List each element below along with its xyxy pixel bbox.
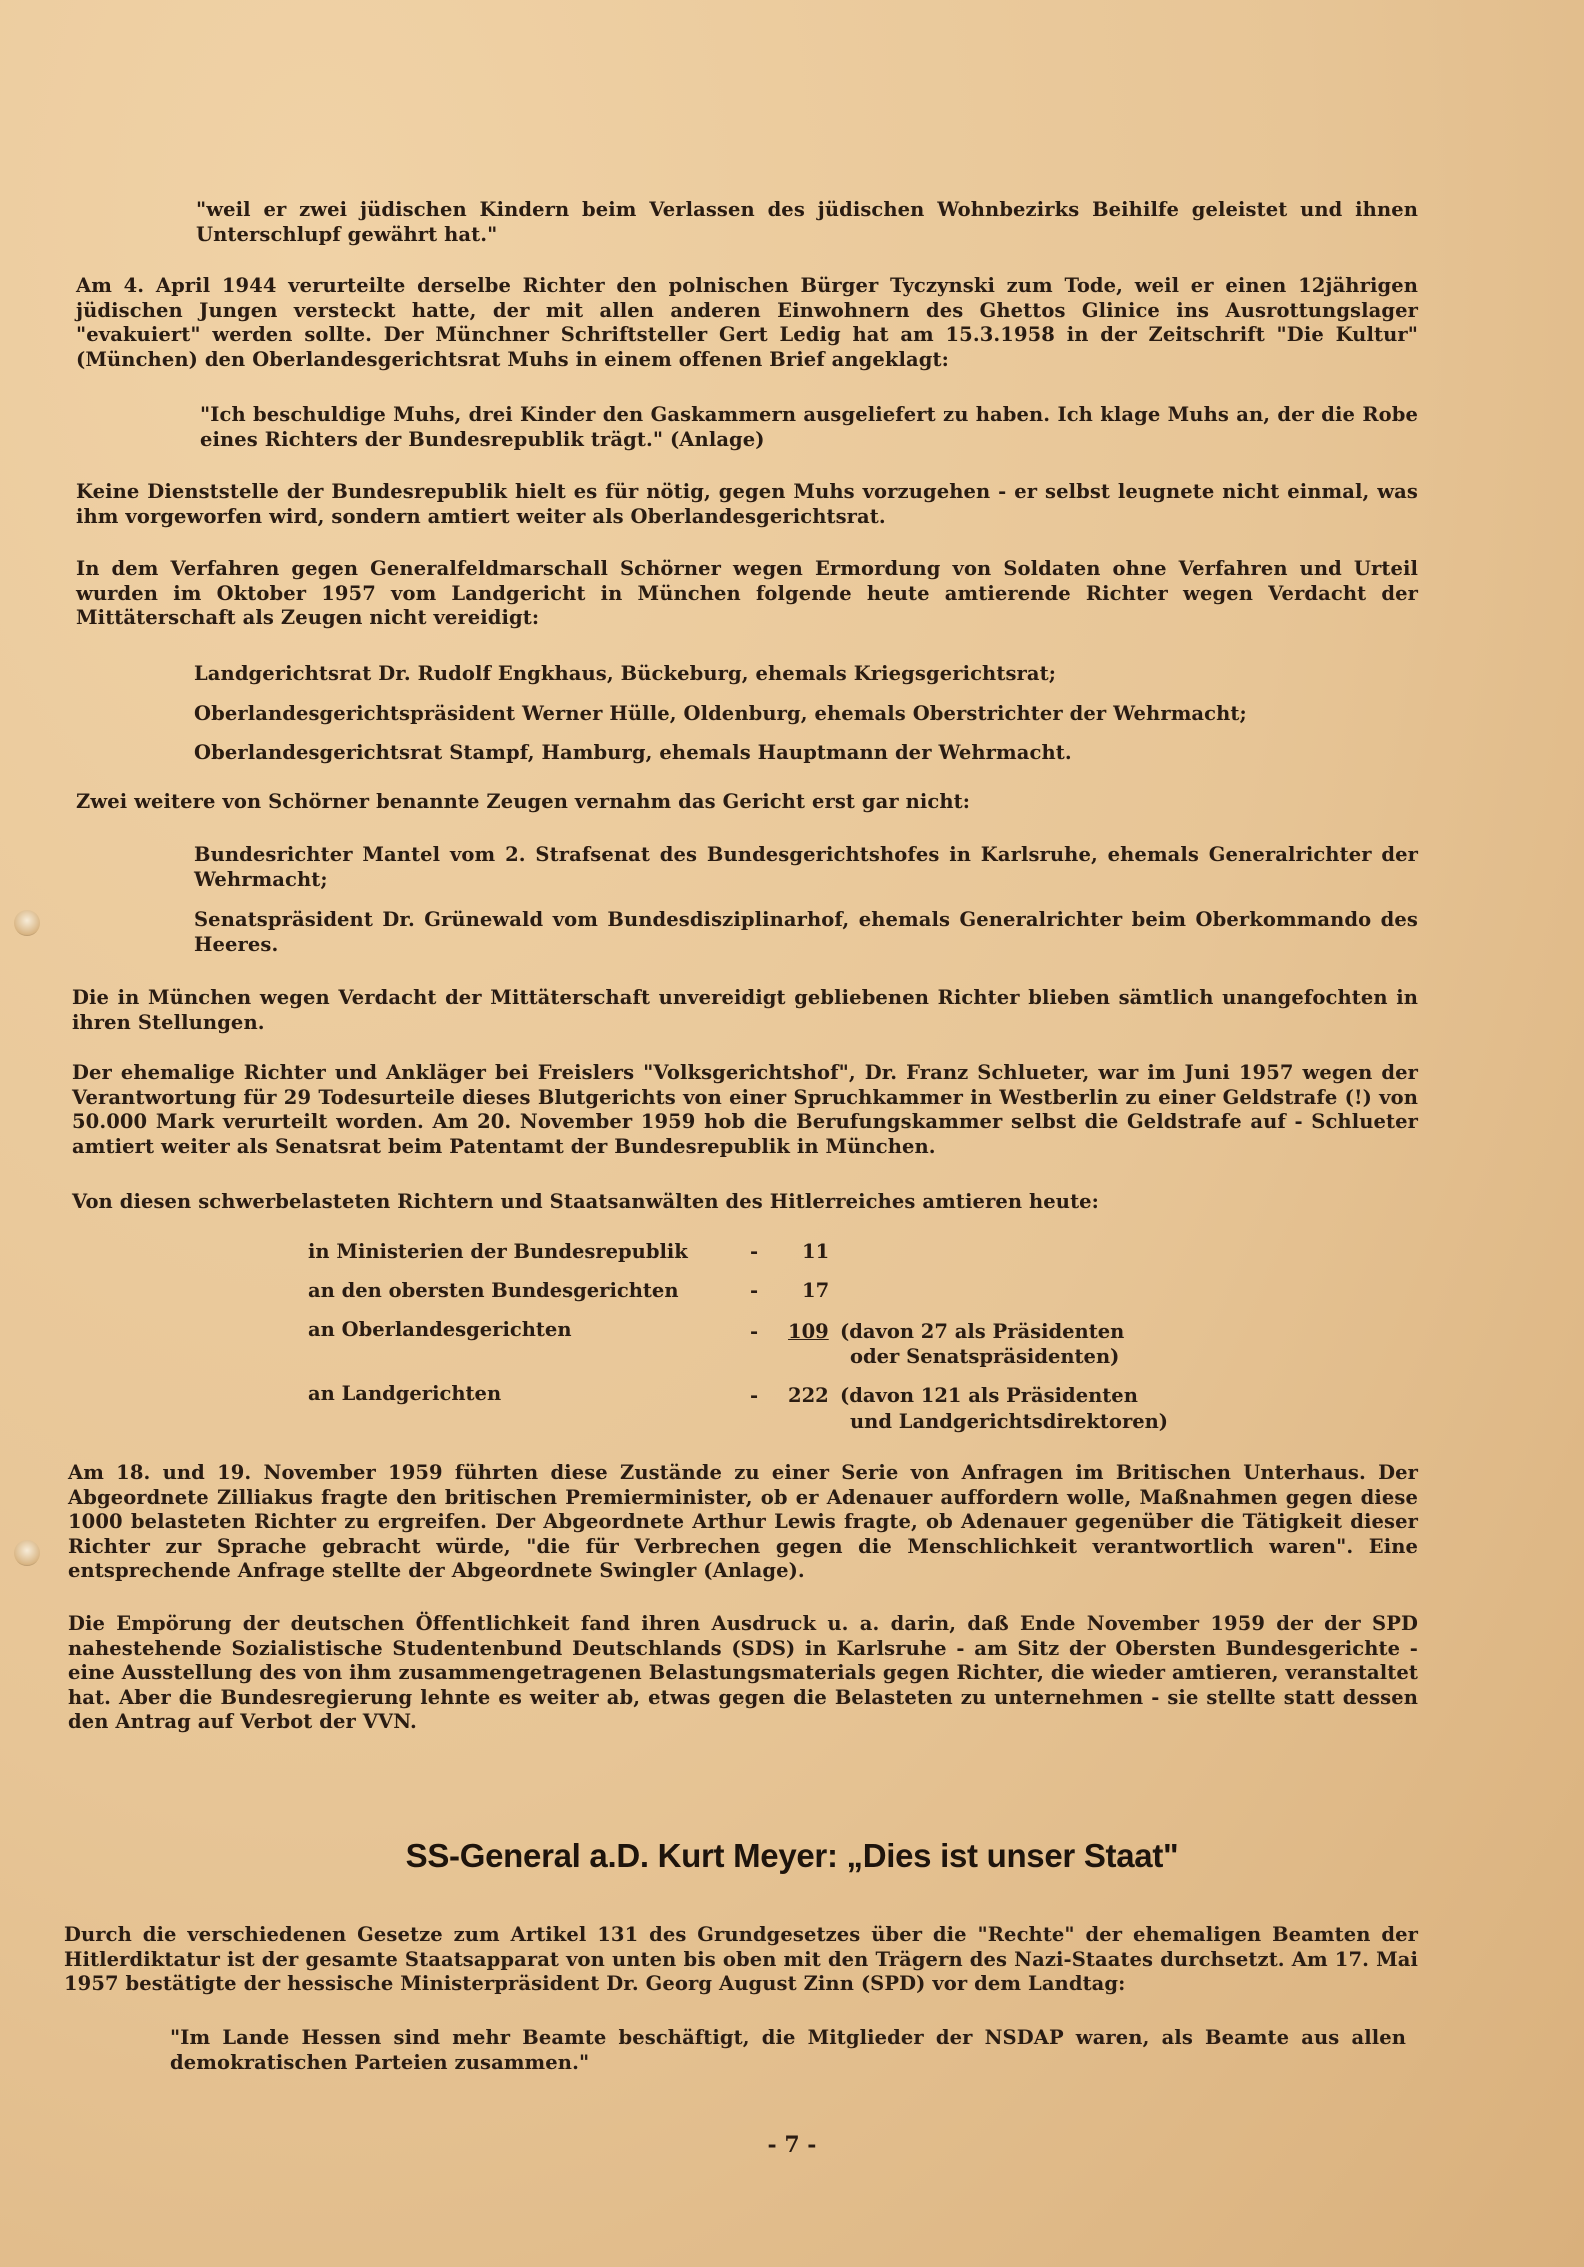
- paragraph: Am 18. und 19. November 1959 führten diese Zustände zu einer Serie von Anfragen im Britischen Unterhaus. Der Abgeordnete Zilliakus fragte den britischen Premierminister, ob er Adenauer auffordern wolle, Maßnahmen gegen diese 1000 belasteten Richter zu ergreifen. Der Abgeordnete Arthur Lewis fragte, ob Adenauer gegenüber die Tätigkeit dieser Richter zur Sprache gebracht würde, "die für Verbrechen gegen die Menschlichkeit verantwortlich waren". Eine entsprechende Anfrage stellte der Abgeordnete Swingler (Anlage).: [68, 1461, 1418, 1582]
- page-number: - 7 -: [767, 2132, 817, 2158]
- table-value: 222: [788, 1384, 829, 1407]
- table-note: (davon 27 als Präsidenten: [840, 1320, 1125, 1343]
- quote-paragraph: "weil er zwei jüdischen Kindern beim Verlassen des jüdischen Wohnbezirks Beihilfe geleistet und ihnen Unterschlupf gewährt hat.": [196, 198, 1418, 246]
- punch-hole: [14, 910, 40, 936]
- list-item: Oberlandesgerichtspräsident Werner Hülle, Oldenburg, ehemals Oberstrichter der Wehrmacht;: [194, 702, 1247, 725]
- table-note: oder Senatspräsidenten): [850, 1345, 1120, 1368]
- table-dash: -: [750, 1240, 759, 1263]
- paragraph: Am 4. April 1944 verurteilte derselbe Richter den polnischen Bürger Tyczynski zum Tode, weil er einen 12jährigen jüdischen Jungen versteckt hatte, der mit allen anderen Einwohnern des Ghettos Glinice ins Ausrottungslager "evakuiert" werden sollte. Der Münchner Schriftsteller Gert Ledig hat am 15.3.1958 in der Zeitschrift "Die Kultur" (München) den Oberlandesgerichtsrat Muhs in einem offenen Brief angeklagt:: [76, 274, 1418, 371]
- table-label: in Ministerien der Bundesrepublik: [308, 1240, 688, 1263]
- table-label: an Landgerichten: [308, 1382, 502, 1405]
- table-label: an den obersten Bundesgerichten: [308, 1279, 679, 1302]
- table-value: 109: [788, 1320, 829, 1343]
- paragraph: Die Empörung der deutschen Öffentlichkeit fand ihren Ausdruck u. a. darin, daß Ende November 1959 der der SPD nahestehende Sozialistische Studentenbund Deutschlands (SDS) in Karlsruhe - am Sitz der Obersten Bundesgerichte - eine Ausstellung des von ihm zusammengetragenen Belastungsmaterials gegen Richter, die wieder amtieren, veranstaltet hat. Aber die Bundesregierung lehnte es weiter ab, etwas gegen die Belasteten zu unternehmen - sie stellte statt dessen den Antrag auf Verbot der VVN.: [68, 1612, 1418, 1733]
- paragraph: In dem Verfahren gegen Generalfeldmarschall Schörner wegen Ermordung von Soldaten ohne Verfahren und Urteil wurden im Oktober 1957 vom Landgericht in München folgende heute amtierende Richter wegen Verdacht der Mittäterschaft als Zeugen nicht vereidigt:: [76, 557, 1418, 629]
- paragraph: Die in München wegen Verdacht der Mittäterschaft unvereidigt gebliebenen Richter blieben sämtlich unangefochten in ihren Stellungen.: [72, 986, 1418, 1034]
- section-heading: SS-General a.D. Kurt Meyer: „Dies ist unser Staat": [405, 1837, 1179, 1874]
- paragraph: Keine Dienststelle der Bundesrepublik hielt es für nötig, gegen Muhs vorzugehen - er selbst leugnete nicht einmal, was ihm vorgeworfen wird, sondern amtiert weiter als Oberlandesgerichtsrat.: [76, 480, 1418, 528]
- table-value: 11: [802, 1240, 830, 1263]
- list-item: Bundesrichter Mantel vom 2. Strafsenat des Bundesgerichtshofes in Karlsruhe, ehemals Generalrichter der Wehrmacht;: [194, 843, 1418, 891]
- table-dash: -: [750, 1384, 759, 1407]
- list-item: Oberlandesgerichtsrat Stampf, Hamburg, ehemals Hauptmann der Wehrmacht.: [194, 741, 1072, 764]
- punch-hole: [14, 1540, 40, 1566]
- table-dash: -: [750, 1279, 759, 1302]
- table-label: an Oberlandesgerichten: [308, 1318, 572, 1341]
- quote-paragraph: "Im Lande Hessen sind mehr Beamte beschäftigt, die Mitglieder der NSDAP waren, als Beamte aus allen demokratischen Parteien zusammen.": [170, 2026, 1406, 2074]
- table-value: 17: [802, 1279, 830, 1302]
- paragraph: Der ehemalige Richter und Ankläger bei Freislers "Volksgerichtshof", Dr. Franz Schlueter, war im Juni 1957 wegen der Verantwortung für 29 Todesurteile dieses Blutgerichts von einer Spruchkammer in Westberlin zu einer Geldstrafe (!) von 50.000 Mark verurteilt worden. Am 20. November 1959 hob die Berufungskammer selbst die Geldstrafe auf - Schlueter amtiert weiter als Senatsrat beim Patentamt der Bundesrepublik in München.: [72, 1061, 1418, 1158]
- paragraph: Von diesen schwerbelasteten Richtern und Staatsanwälten des Hitlerreiches amtieren heute:: [72, 1190, 1099, 1213]
- list-item: Senatspräsident Dr. Grünewald vom Bundesdisziplinarhof, ehemals Generalrichter beim Oberkommando des Heeres.: [194, 908, 1418, 956]
- table-dash: -: [750, 1320, 759, 1343]
- paragraph: Durch die verschiedenen Gesetze zum Artikel 131 des Grundgesetzes über die "Rechte" der ehemaligen Beamten der Hitlerdiktatur ist der gesamte Staatsapparat von unten bis oben mit den Trägern des Nazi-Staates durchsetzt. Am 17. Mai 1957 bestätigte der hessische Ministerpräsident Dr. Georg August Zinn (SPD) vor dem Landtag:: [64, 1923, 1418, 1995]
- quote-paragraph: "Ich beschuldige Muhs, drei Kinder den Gaskammern ausgeliefert zu haben. Ich klage Muhs an, der die Robe eines Richters der Bundesrepublik trägt." (Anlage): [200, 403, 1418, 451]
- paragraph: Zwei weitere von Schörner benannte Zeugen vernahm das Gericht erst gar nicht:: [76, 790, 971, 813]
- table-note: und Landgerichtsdirektoren): [850, 1410, 1169, 1433]
- list-item: Landgerichtsrat Dr. Rudolf Engkhaus, Bückeburg, ehemals Kriegsgerichtsrat;: [194, 662, 1057, 685]
- table-note: (davon 121 als Präsidenten: [840, 1384, 1138, 1407]
